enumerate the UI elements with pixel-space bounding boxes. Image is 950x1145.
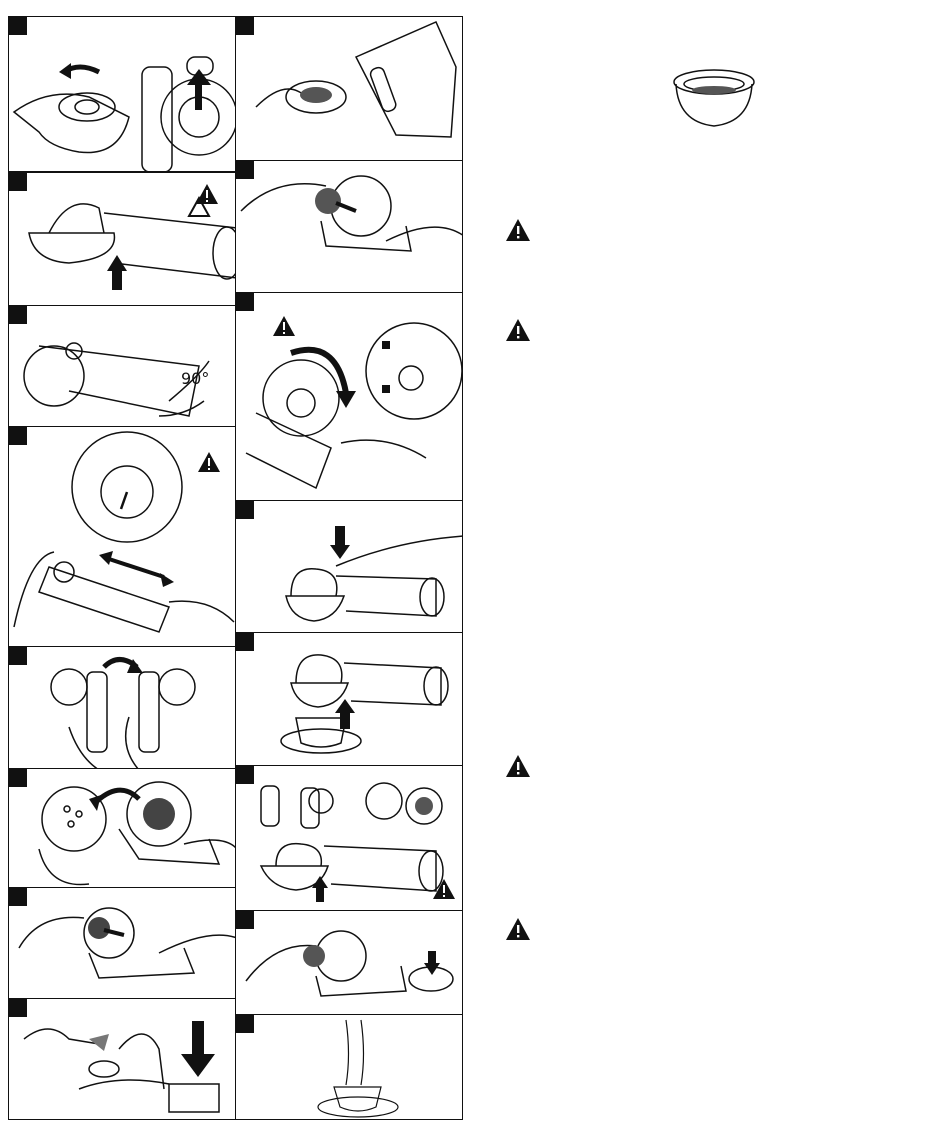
step-panel-7 — [8, 887, 236, 999]
step-panel-5 — [8, 646, 236, 769]
step-panel-8 — [8, 998, 236, 1120]
warning-triangle-icon — [272, 315, 296, 337]
warning-triangle-icon — [505, 318, 531, 342]
step-panel-14 — [235, 765, 463, 911]
step-panel-16 — [235, 1014, 463, 1120]
illustration-remove-cap — [9, 769, 236, 888]
filter-basket-illustration — [668, 62, 760, 134]
step-panel-2 — [8, 172, 236, 306]
illustration-rinse — [236, 1015, 463, 1120]
step-panel-10 — [235, 160, 463, 293]
illustration-pour-water — [236, 17, 463, 161]
step-panel-6 — [8, 768, 236, 888]
warning-triangle-icon — [505, 754, 531, 778]
step-panel-15 — [235, 910, 463, 1015]
illustration-clean-filter — [236, 911, 463, 1015]
illustration-disassemble — [236, 766, 463, 911]
step-panel-3 — [8, 305, 236, 427]
illustration-flip-handle — [9, 647, 236, 769]
step-panel-11 — [235, 292, 463, 501]
illustration-insert-filter — [9, 888, 236, 999]
illustration-lock-chamber — [236, 293, 463, 501]
warning-triangle-icon — [505, 218, 531, 242]
illustration-attach-chamber — [236, 161, 463, 293]
step-panel-4 — [8, 426, 236, 647]
illustration-add-coffee — [9, 999, 236, 1120]
rotation-label: 90° — [181, 369, 210, 388]
step-panel-1 — [8, 16, 236, 172]
illustration-extract-espresso — [236, 633, 463, 766]
step-panel-13 — [235, 632, 463, 766]
warning-triangle-icon — [195, 183, 219, 205]
warning-triangle-icon — [505, 917, 531, 941]
warning-triangle-icon — [197, 451, 221, 473]
illustration-pump — [236, 501, 463, 633]
step-panel-12 — [235, 500, 463, 633]
warning-triangle-icon — [432, 878, 456, 900]
illustration-rotate-handle — [9, 306, 236, 427]
step-panel-9 — [235, 16, 463, 161]
illustration-open-lid — [9, 17, 236, 172]
